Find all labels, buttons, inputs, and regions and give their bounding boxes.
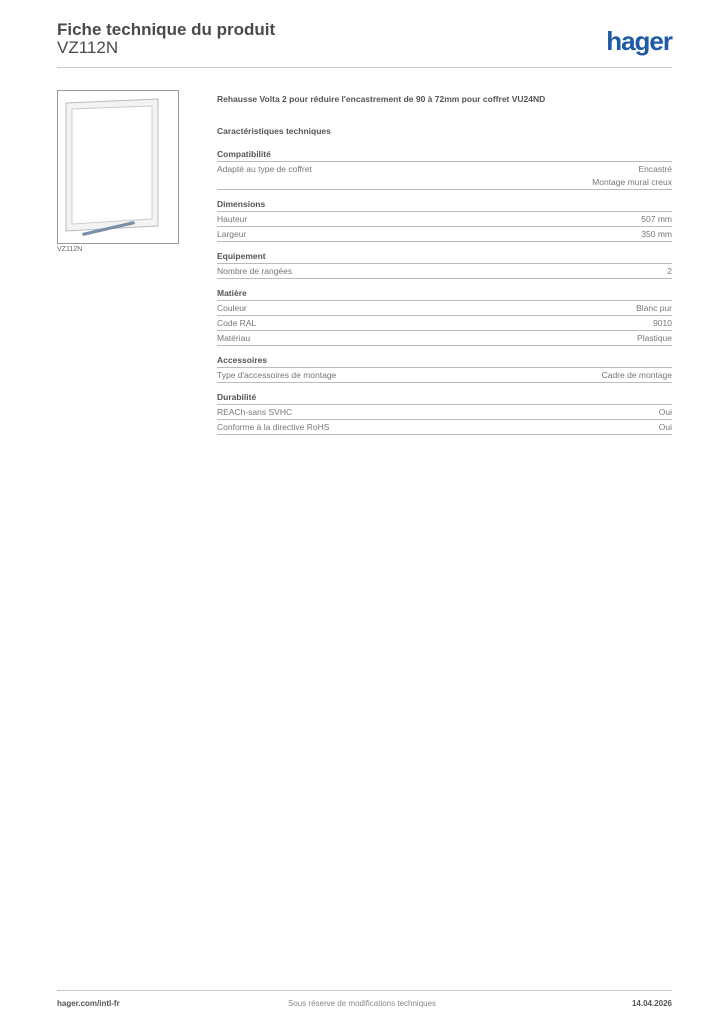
footer-divider <box>57 990 672 991</box>
spec-value-line: Cadre de montage <box>601 370 672 380</box>
spec-value <box>653 317 672 330</box>
spec-label: Nombre de rangées <box>217 266 293 276</box>
spec-value-line: Encastré <box>638 164 672 174</box>
spec-row <box>217 368 672 383</box>
spec-row <box>217 301 672 316</box>
image-caption: VZ112N <box>57 246 83 253</box>
spec-row <box>217 316 672 331</box>
spec-label: Largeur <box>217 229 247 239</box>
spec-section <box>217 198 672 242</box>
spec-value <box>641 213 672 226</box>
header-divider <box>57 67 672 68</box>
spec-value <box>667 265 672 278</box>
footer-disclaimer: Sous réserve de modifications techniques <box>287 999 437 1008</box>
spec-row <box>217 405 672 420</box>
footer-date: 14.04.2026 <box>631 999 672 1008</box>
spec-row <box>217 331 672 346</box>
spec-value <box>592 163 672 189</box>
spec-value-line: 507 mm <box>641 214 672 224</box>
spec-label: Matériau <box>217 333 251 343</box>
spec-value-line: 350 mm <box>641 229 672 239</box>
section-title: Accessoires <box>217 354 672 368</box>
spec-value-line: Plastique <box>637 333 672 343</box>
product-image <box>57 90 179 244</box>
specs-heading: Caractéristiques techniques <box>217 126 331 136</box>
spec-value <box>602 369 672 382</box>
spec-row <box>217 420 672 435</box>
spec-value <box>636 302 672 315</box>
spec-label: REACh-sans SVHC <box>217 407 293 417</box>
spec-value <box>637 332 672 345</box>
spec-value-line: Blanc pur <box>636 303 672 313</box>
spec-content <box>217 94 672 443</box>
spec-section <box>217 354 672 383</box>
spec-value <box>641 228 672 241</box>
spec-label: Couleur <box>217 303 247 313</box>
spec-row <box>217 212 672 227</box>
spec-label: Conforme à la directive RoHS <box>217 422 330 432</box>
spec-value-line: Montage mural creux <box>592 177 672 187</box>
spec-label: Code RAL <box>217 318 257 328</box>
spec-row <box>217 264 672 279</box>
product-code: VZ112N <box>57 38 119 57</box>
product-description: Rehausse Volta 2 pour réduire l'encastrement de 90 à 72mm pour coffret VU24ND <box>217 94 546 104</box>
spec-value-line: Oui <box>658 407 672 417</box>
section-title: Equipement <box>217 250 672 264</box>
spec-value-line: 2 <box>667 266 672 276</box>
spec-value <box>659 421 672 434</box>
section-title: Durabilité <box>217 391 672 405</box>
frame-illustration-icon <box>58 91 178 243</box>
spec-section <box>217 250 672 279</box>
footer-website-link[interactable]: hager.com/intl-fr <box>57 999 120 1008</box>
spec-label: Adapté au type de coffret <box>217 164 312 174</box>
hager-logo: hager <box>606 26 672 56</box>
spec-section <box>217 391 672 435</box>
section-title: Dimensions <box>217 198 672 212</box>
spec-section <box>217 148 672 190</box>
section-title: Matière <box>217 287 672 301</box>
spec-label: Type d'accessoires de montage <box>217 370 337 380</box>
page-title: Fiche technique du produit <box>57 20 276 39</box>
spec-value-line: Oui <box>658 422 672 432</box>
section-title: Compatibilité <box>217 148 672 162</box>
spec-row <box>217 162 672 190</box>
spec-row <box>217 227 672 242</box>
spec-label: Hauteur <box>217 214 248 224</box>
spec-value-line: 9010 <box>653 318 672 328</box>
spec-value <box>659 406 672 419</box>
spec-section <box>217 287 672 346</box>
